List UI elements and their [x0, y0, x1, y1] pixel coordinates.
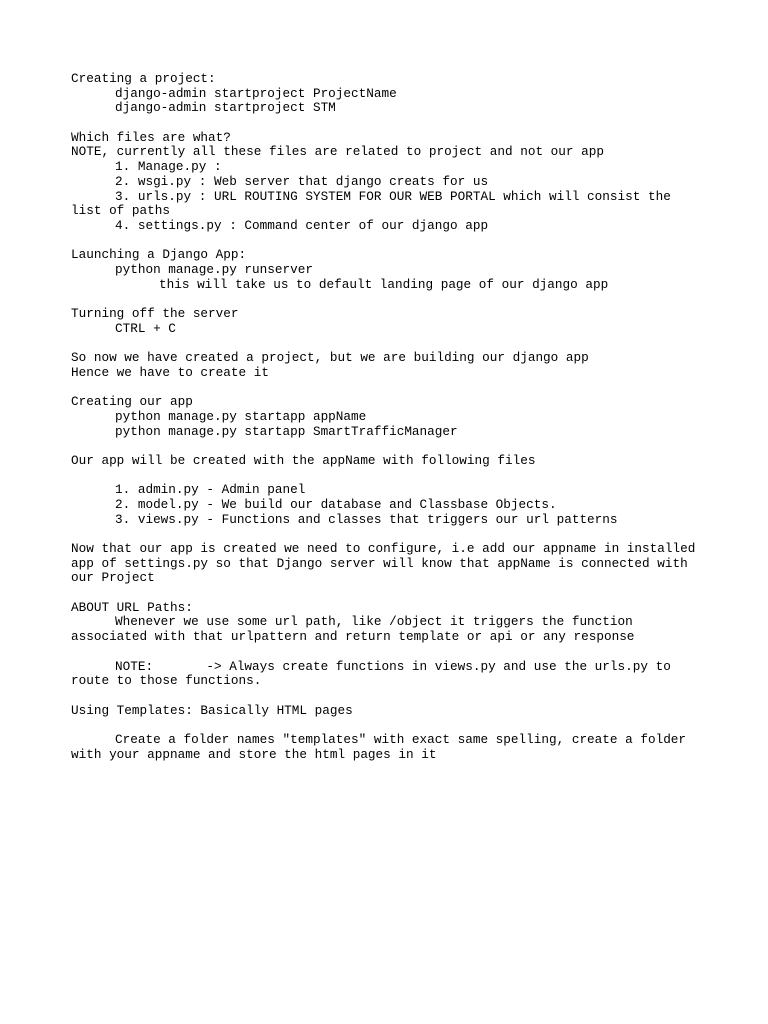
text-line: Our app will be created with the appName with following files — [71, 452, 536, 468]
text-line: Now that our app is created we need to configure, i.e add our appname in installed — [71, 541, 696, 556]
text-block — [71, 454, 731, 469]
text-line: 2. model.py - We build our database and Classbase Objects. — [115, 496, 557, 512]
text-line: So now we have created a project, but we are building our django app — [71, 350, 589, 366]
text-line: list of paths — [71, 203, 170, 219]
text-line: Launching a Django App: — [71, 247, 247, 263]
text-line: with your appname and store the html pages in it — [71, 746, 437, 762]
text-line: Turning off the server — [71, 306, 239, 321]
text-block — [71, 351, 731, 380]
text-line: our Project — [71, 570, 155, 586]
paragraph-gap — [71, 718, 731, 733]
text-line: python manage.py startapp appName — [115, 408, 367, 424]
text-block — [71, 483, 731, 527]
text-line: 3. views.py - Functions and classes that triggers our url patterns — [115, 511, 618, 527]
paragraph-gap — [71, 336, 731, 351]
text-line: 3. urls.py : URL ROUTING SYSTEM FOR OUR WEB PORTAL which will consist the — [115, 188, 671, 204]
text-line: 2. wsgi.py : Web server that django creats for us — [115, 173, 489, 189]
text-line: this will take us to default landing page of our django app — [159, 276, 609, 292]
paragraph-gap — [71, 234, 731, 249]
paragraph-gap — [71, 689, 731, 704]
text-line: route to those functions. — [71, 673, 262, 689]
text-block — [71, 601, 731, 645]
paragraph-gap — [71, 469, 731, 484]
text-line: Using Templates: Basically HTML pages — [71, 702, 353, 718]
text-line: django-admin startproject ProjectName — [115, 85, 397, 101]
document-body — [71, 72, 731, 762]
text-line: Hence we have to create it — [71, 364, 269, 380]
text-line: 1. admin.py - Admin panel — [115, 482, 306, 498]
text-block — [71, 704, 731, 719]
paragraph-gap — [71, 586, 731, 601]
text-block — [71, 395, 731, 439]
text-line: NOTE: -> Always create functions in views.py and use the urls.py to — [115, 658, 671, 674]
text-block — [71, 733, 731, 762]
paragraph-gap — [71, 380, 731, 395]
text-line: associated with that urlpattern and return template or api or any response — [71, 629, 635, 645]
text-block — [71, 72, 731, 116]
text-line: python manage.py runserver — [115, 261, 313, 277]
text-line: 1. Manage.py : — [115, 159, 222, 175]
text-line: NOTE, currently all these files are related to project and not our app — [71, 144, 604, 160]
text-line: Creating a project: — [71, 71, 216, 86]
text-line: Which files are what? — [71, 129, 231, 145]
text-line: python manage.py startapp SmartTrafficManager — [115, 423, 458, 439]
paragraph-gap — [71, 527, 731, 542]
paragraph-gap — [71, 645, 731, 660]
text-line: Create a folder names "templates" with exact same spelling, create a folder — [115, 731, 687, 747]
text-line: 4. settings.py : Command center of our django app — [115, 217, 489, 233]
text-line: Creating our app — [71, 394, 193, 410]
text-block — [71, 542, 731, 586]
text-block — [71, 307, 731, 336]
text-block — [71, 131, 731, 234]
text-block — [71, 248, 731, 292]
text-line: app of settings.py so that Django server will know that appName is connected with — [71, 555, 688, 571]
text-line: CTRL + C — [115, 320, 176, 336]
paragraph-gap — [71, 292, 731, 307]
text-line: django-admin startproject STM — [115, 100, 336, 116]
text-line: Whenever we use some url path, like /object it triggers the function — [115, 614, 633, 630]
paragraph-gap — [71, 116, 731, 131]
text-line: ABOUT URL Paths: — [71, 599, 193, 615]
text-block — [71, 660, 731, 689]
paragraph-gap — [71, 439, 731, 454]
